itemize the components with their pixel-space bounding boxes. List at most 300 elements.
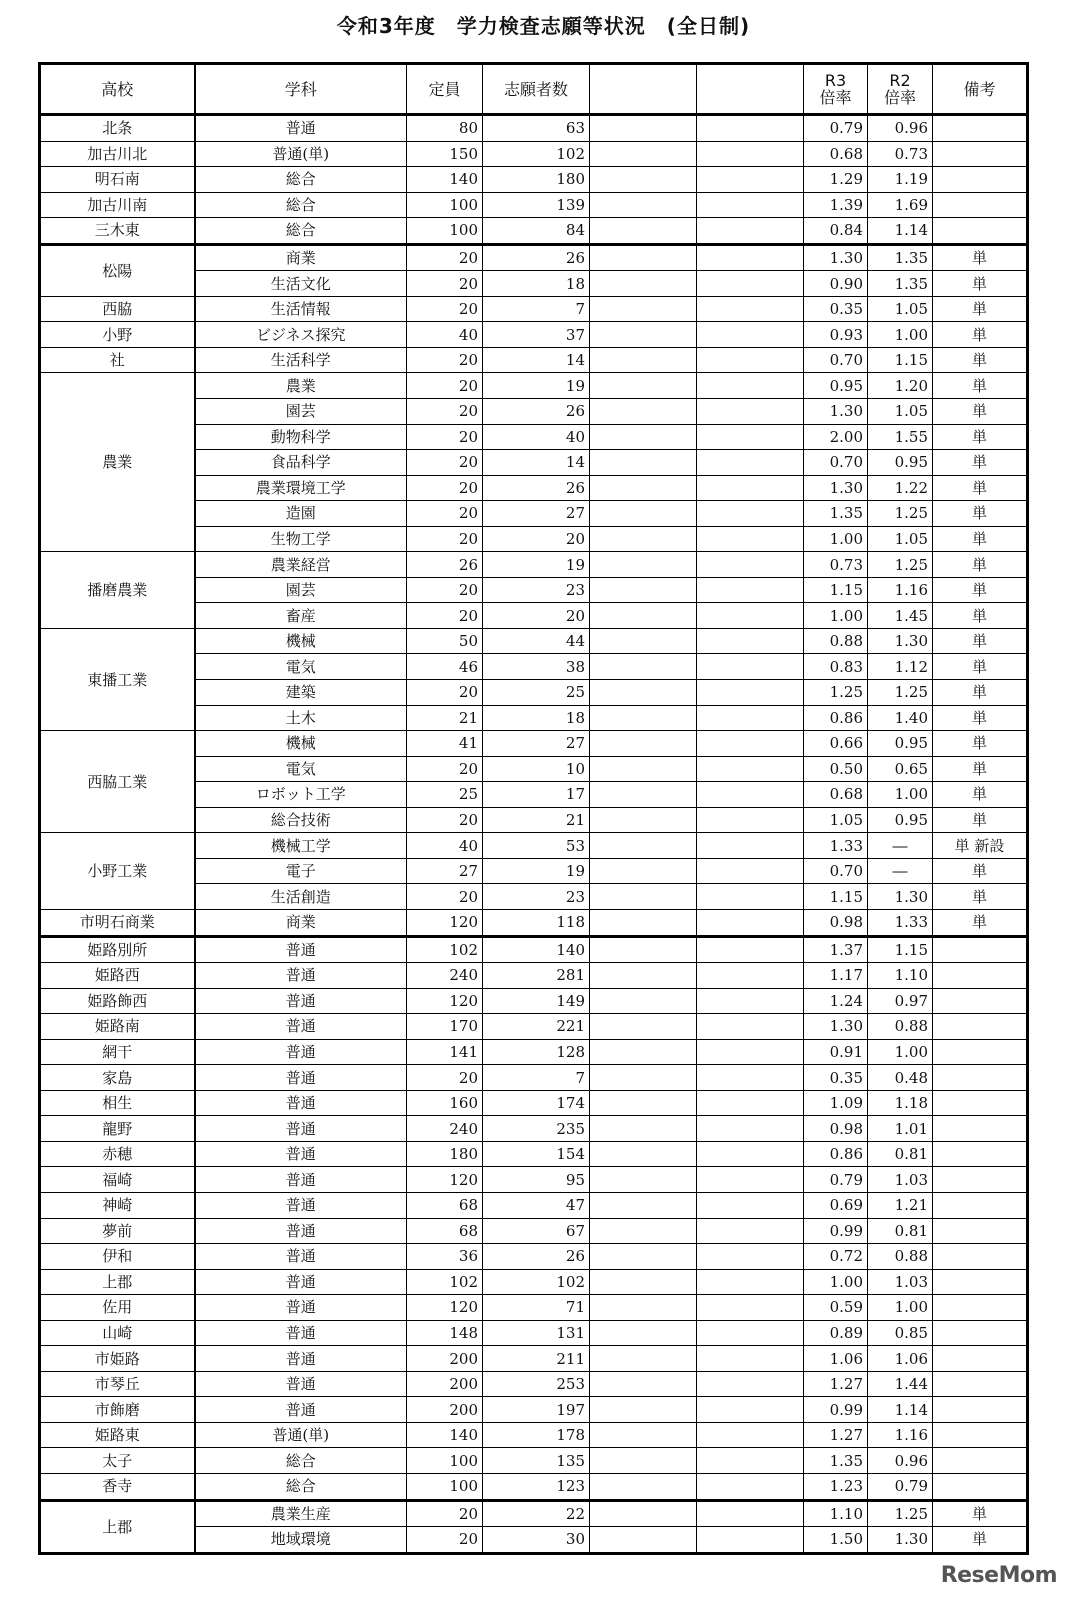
r2-ratio-cell: 0.48	[868, 1065, 933, 1091]
blank-cell	[697, 399, 804, 425]
blank-cell	[590, 192, 697, 218]
school-cell: 家島	[40, 1065, 195, 1091]
table-row	[40, 141, 1028, 167]
note-cell: 単	[933, 501, 1028, 527]
r3-ratio-cell: 1.37	[804, 936, 868, 963]
r2-ratio-cell: 0.81	[868, 1218, 933, 1244]
r2-ratio-cell: 0.97	[868, 988, 933, 1014]
r2-ratio-cell: 1.30	[868, 628, 933, 654]
note-cell	[933, 1448, 1028, 1474]
note-cell	[933, 1244, 1028, 1270]
table-row	[40, 347, 1028, 373]
r2-ratio-cell: 1.35	[868, 244, 933, 271]
r3-ratio-cell: 1.15	[804, 884, 868, 910]
r3-ratio-cell: 1.30	[804, 1014, 868, 1040]
note-cell: 単	[933, 322, 1028, 348]
blank-cell	[697, 167, 804, 193]
blank-cell	[590, 501, 697, 527]
blank-cell	[590, 909, 697, 936]
blank-cell	[697, 1167, 804, 1193]
blank-cell	[590, 1192, 697, 1218]
applicants-cell: 95	[483, 1167, 590, 1193]
table-row	[40, 963, 1028, 989]
r2-ratio-cell: 1.19	[868, 167, 933, 193]
r2-ratio-cell: 0.81	[868, 1141, 933, 1167]
dept-cell: 商業	[195, 909, 407, 936]
table-row	[40, 628, 1028, 654]
blank-cell	[697, 1295, 804, 1321]
r2-ratio-cell: 1.44	[868, 1371, 933, 1397]
capacity-cell: 200	[407, 1371, 483, 1397]
r3-ratio-cell: 0.50	[804, 756, 868, 782]
blank-cell	[697, 552, 804, 578]
blank-cell	[697, 1269, 804, 1295]
r3-ratio-cell: 1.25	[804, 680, 868, 706]
blank-cell	[590, 1473, 697, 1500]
note-cell: 単	[933, 271, 1028, 297]
blank-cell	[697, 1371, 804, 1397]
r2-ratio-cell: 1.05	[868, 399, 933, 425]
blank-cell	[697, 1014, 804, 1040]
blank-cell	[590, 1090, 697, 1116]
applicants-cell: 7	[483, 296, 590, 322]
capacity-cell: 120	[407, 988, 483, 1014]
blank-cell	[590, 807, 697, 833]
dept-cell: 農業	[195, 373, 407, 399]
r3-ratio-cell: 1.00	[804, 603, 868, 629]
school-cell: 姫路西	[40, 963, 195, 989]
table-row	[40, 1422, 1028, 1448]
blank-cell	[697, 1422, 804, 1448]
capacity-cell: 68	[407, 1192, 483, 1218]
applicants-cell: 30	[483, 1527, 590, 1554]
r3-ratio-cell: 0.91	[804, 1039, 868, 1065]
blank-cell	[697, 963, 804, 989]
r2-ratio-cell: 1.25	[868, 680, 933, 706]
r3-ratio-cell: 0.83	[804, 654, 868, 680]
applicants-cell: 84	[483, 218, 590, 245]
blank-cell	[697, 1039, 804, 1065]
r3-ratio-cell: 0.35	[804, 296, 868, 322]
applicants-cell: 140	[483, 936, 590, 963]
r3-ratio-cell: 0.35	[804, 1065, 868, 1091]
r3-ratio-cell: 0.93	[804, 322, 868, 348]
dept-cell: 総合技術	[195, 807, 407, 833]
r3-ratio-cell: 1.24	[804, 988, 868, 1014]
r3-ratio-cell: 1.05	[804, 807, 868, 833]
capacity-cell: 20	[407, 347, 483, 373]
blank-cell	[697, 475, 804, 501]
dept-cell: 普通	[195, 1244, 407, 1270]
dept-cell: 普通	[195, 1295, 407, 1321]
capacity-cell: 150	[407, 141, 483, 167]
r2-ratio-cell: 1.00	[868, 1039, 933, 1065]
blank-cell	[590, 1244, 697, 1270]
resemom-logo: ReseMom	[940, 1563, 1057, 1588]
applicants-cell: 26	[483, 244, 590, 271]
note-cell	[933, 1167, 1028, 1193]
blank-cell	[697, 218, 804, 245]
note-cell	[933, 141, 1028, 167]
r2-ratio-cell: 1.03	[868, 1167, 933, 1193]
school-cell: 西脇工業	[40, 731, 195, 833]
blank-cell	[590, 1346, 697, 1372]
capacity-cell: 20	[407, 807, 483, 833]
table-row	[40, 192, 1028, 218]
dept-cell: 畜産	[195, 603, 407, 629]
blank-cell	[697, 322, 804, 348]
blank-cell	[590, 1014, 697, 1040]
dept-cell: 普通	[195, 1397, 407, 1423]
note-cell: 単	[933, 807, 1028, 833]
r3-ratio-cell: 1.35	[804, 501, 868, 527]
r2-ratio-cell: 1.06	[868, 1346, 933, 1372]
note-cell: 単	[933, 858, 1028, 884]
blank-cell	[697, 141, 804, 167]
dept-cell: 農業環境工学	[195, 475, 407, 501]
dept-cell: 普通	[195, 936, 407, 963]
r2-ratio-cell: 1.05	[868, 296, 933, 322]
capacity-cell: 200	[407, 1346, 483, 1372]
dept-cell: 普通	[195, 115, 407, 142]
dept-cell: 電気	[195, 756, 407, 782]
school-cell: 上郡	[40, 1269, 195, 1295]
applicants-cell: 20	[483, 603, 590, 629]
capacity-cell: 170	[407, 1014, 483, 1040]
school-cell: 小野工業	[40, 833, 195, 910]
note-cell: 単	[933, 731, 1028, 757]
capacity-cell: 102	[407, 936, 483, 963]
blank-cell	[697, 680, 804, 706]
dept-cell: 生物工学	[195, 526, 407, 552]
r2-ratio-cell: 1.00	[868, 1295, 933, 1321]
capacity-cell: 20	[407, 1527, 483, 1554]
r2-ratio-cell: 0.79	[868, 1473, 933, 1500]
blank-cell	[697, 988, 804, 1014]
capacity-cell: 20	[407, 603, 483, 629]
applicants-cell: 27	[483, 501, 590, 527]
r2-ratio-cell: 1.21	[868, 1192, 933, 1218]
blank-cell	[590, 552, 697, 578]
school-cell: 松陽	[40, 244, 195, 296]
school-cell: 市飾磨	[40, 1397, 195, 1423]
r2-ratio-cell: 0.85	[868, 1320, 933, 1346]
dept-cell: 土木	[195, 705, 407, 731]
school-cell: 夢前	[40, 1218, 195, 1244]
applicants-cell: 26	[483, 1244, 590, 1270]
capacity-cell: 20	[407, 373, 483, 399]
dept-cell: 生活創造	[195, 884, 407, 910]
capacity-cell: 20	[407, 1500, 483, 1527]
r3-ratio-cell: 1.29	[804, 167, 868, 193]
dept-cell: 商業	[195, 244, 407, 271]
blank-cell	[697, 1448, 804, 1474]
r3-ratio-cell: 0.59	[804, 1295, 868, 1321]
capacity-cell: 20	[407, 244, 483, 271]
applicants-cell: 23	[483, 884, 590, 910]
r2-ratio-cell: 1.22	[868, 475, 933, 501]
r3-ratio-cell: 0.86	[804, 1141, 868, 1167]
r2-ratio-cell: 1.16	[868, 1422, 933, 1448]
school-cell: 太子	[40, 1448, 195, 1474]
capacity-cell: 50	[407, 628, 483, 654]
capacity-cell: 80	[407, 115, 483, 142]
note-cell	[933, 1346, 1028, 1372]
table-row	[40, 909, 1028, 936]
dept-cell: 総合	[195, 218, 407, 245]
note-cell	[933, 1090, 1028, 1116]
note-cell	[933, 1218, 1028, 1244]
applicants-cell: 128	[483, 1039, 590, 1065]
blank-cell	[590, 424, 697, 450]
applicants-cell: 38	[483, 654, 590, 680]
applicants-cell: 53	[483, 833, 590, 859]
r3-ratio-cell: 1.10	[804, 1500, 868, 1527]
applicants-cell: 67	[483, 1218, 590, 1244]
blank-cell	[590, 1500, 697, 1527]
r3-ratio-cell: 0.98	[804, 1116, 868, 1142]
note-cell	[933, 1422, 1028, 1448]
header-r2-ratio: R2 倍率	[868, 64, 933, 115]
capacity-cell: 41	[407, 731, 483, 757]
r2-ratio-cell: 1.30	[868, 884, 933, 910]
r2-ratio-cell: 1.25	[868, 501, 933, 527]
blank-cell	[590, 322, 697, 348]
blank-cell	[590, 141, 697, 167]
dept-cell: 機械工学	[195, 833, 407, 859]
applicants-cell: 102	[483, 1269, 590, 1295]
blank-cell	[590, 731, 697, 757]
note-cell	[933, 988, 1028, 1014]
applicants-cell: 26	[483, 475, 590, 501]
dept-cell: 普通	[195, 1167, 407, 1193]
blank-cell	[590, 1167, 697, 1193]
blank-cell	[697, 1473, 804, 1500]
note-cell	[933, 1473, 1028, 1500]
note-cell: 単	[933, 705, 1028, 731]
blank-cell	[590, 628, 697, 654]
blank-cell	[590, 705, 697, 731]
r2-ratio-cell: 1.15	[868, 347, 933, 373]
capacity-cell: 25	[407, 782, 483, 808]
blank-cell	[590, 115, 697, 142]
r2-ratio-cell: 0.95	[868, 731, 933, 757]
blank-cell	[590, 603, 697, 629]
applicants-cell: 149	[483, 988, 590, 1014]
capacity-cell: 180	[407, 1141, 483, 1167]
r2-ratio-cell: 1.33	[868, 909, 933, 936]
dept-cell: 電気	[195, 654, 407, 680]
note-cell	[933, 1320, 1028, 1346]
school-cell: 農業	[40, 373, 195, 552]
blank-cell	[697, 1527, 804, 1554]
r2-ratio-cell: 1.69	[868, 192, 933, 218]
table-row	[40, 552, 1028, 578]
applicants-cell: 47	[483, 1192, 590, 1218]
applicants-cell: 14	[483, 450, 590, 476]
table-row	[40, 1192, 1028, 1218]
r3-ratio-cell: 0.70	[804, 347, 868, 373]
r2-ratio-cell: 0.95	[868, 450, 933, 476]
blank-cell	[590, 1422, 697, 1448]
applicants-cell: 19	[483, 858, 590, 884]
table-row	[40, 1244, 1028, 1270]
school-cell: 三木東	[40, 218, 195, 245]
capacity-cell: 20	[407, 884, 483, 910]
capacity-cell: 20	[407, 450, 483, 476]
dept-cell: 普通	[195, 963, 407, 989]
note-cell: 単	[933, 526, 1028, 552]
r2-ratio-cell: 1.01	[868, 1116, 933, 1142]
blank-cell	[590, 1141, 697, 1167]
capacity-cell: 100	[407, 192, 483, 218]
r3-ratio-cell: 0.99	[804, 1218, 868, 1244]
applicants-cell: 26	[483, 399, 590, 425]
note-cell	[933, 1039, 1028, 1065]
dept-cell: 普通	[195, 1218, 407, 1244]
table-row	[40, 322, 1028, 348]
blank-cell	[590, 680, 697, 706]
header-dept: 学科	[195, 64, 407, 115]
blank-cell	[697, 1320, 804, 1346]
r3-ratio-cell: 0.73	[804, 552, 868, 578]
blank-cell	[590, 1448, 697, 1474]
dept-cell: 総合	[195, 192, 407, 218]
dept-cell: ビジネス探究	[195, 322, 407, 348]
blank-cell	[697, 1244, 804, 1270]
r3-ratio-cell: 1.30	[804, 244, 868, 271]
blank-cell	[590, 654, 697, 680]
school-cell: 北条	[40, 115, 195, 142]
dept-cell: 普通	[195, 1065, 407, 1091]
r3-ratio-cell: 1.39	[804, 192, 868, 218]
applicants-cell: 18	[483, 271, 590, 297]
blank-cell	[697, 1141, 804, 1167]
header-blank-1	[590, 64, 697, 115]
r3-ratio-cell: 0.90	[804, 271, 868, 297]
table-row	[40, 1065, 1028, 1091]
r3-ratio-cell: 1.33	[804, 833, 868, 859]
dept-cell: 食品科学	[195, 450, 407, 476]
applicants-cell: 197	[483, 1397, 590, 1423]
applicants-cell: 19	[483, 373, 590, 399]
r2-ratio-cell: 0.96	[868, 115, 933, 142]
blank-cell	[590, 1116, 697, 1142]
blank-cell	[697, 884, 804, 910]
blank-cell	[697, 1116, 804, 1142]
school-cell: 網干	[40, 1039, 195, 1065]
blank-cell	[697, 501, 804, 527]
school-cell: 香寺	[40, 1473, 195, 1500]
blank-cell	[697, 347, 804, 373]
r2-ratio-cell: ―	[868, 833, 933, 859]
r2-ratio-cell: 1.05	[868, 526, 933, 552]
dept-cell: 地域環境	[195, 1527, 407, 1554]
dept-cell: 機械	[195, 731, 407, 757]
applicants-cell: 178	[483, 1422, 590, 1448]
blank-cell	[590, 271, 697, 297]
r3-ratio-cell: 0.70	[804, 450, 868, 476]
r3-ratio-cell: 1.30	[804, 399, 868, 425]
dept-cell: 普通(単)	[195, 1422, 407, 1448]
applicants-cell: 25	[483, 680, 590, 706]
applicants-cell: 235	[483, 1116, 590, 1142]
blank-cell	[590, 1320, 697, 1346]
school-cell: 明石南	[40, 167, 195, 193]
r2-ratio-cell: 1.14	[868, 218, 933, 245]
note-cell: 単	[933, 628, 1028, 654]
applicants-cell: 123	[483, 1473, 590, 1500]
table-row	[40, 936, 1028, 963]
blank-cell	[590, 1269, 697, 1295]
capacity-cell: 26	[407, 552, 483, 578]
blank-cell	[697, 115, 804, 142]
applicants-cell: 10	[483, 756, 590, 782]
applicants-cell: 131	[483, 1320, 590, 1346]
header-row	[40, 64, 1028, 115]
blank-cell	[590, 988, 697, 1014]
blank-cell	[697, 424, 804, 450]
applicants-cell: 221	[483, 1014, 590, 1040]
table-row	[40, 1039, 1028, 1065]
capacity-cell: 20	[407, 501, 483, 527]
blank-cell	[590, 577, 697, 603]
r3-ratio-cell: 1.15	[804, 577, 868, 603]
blank-cell	[697, 192, 804, 218]
note-cell: 単	[933, 654, 1028, 680]
capacity-cell: 46	[407, 654, 483, 680]
capacity-cell: 68	[407, 1218, 483, 1244]
table-body	[40, 115, 1028, 1554]
table-row	[40, 1090, 1028, 1116]
note-cell: 単	[933, 399, 1028, 425]
blank-cell	[697, 1065, 804, 1091]
r2-ratio-cell: 1.40	[868, 705, 933, 731]
school-cell: 社	[40, 347, 195, 373]
r2-ratio-cell: 1.03	[868, 1269, 933, 1295]
dept-cell: 総合	[195, 1448, 407, 1474]
capacity-cell: 20	[407, 526, 483, 552]
table-row	[40, 1397, 1028, 1423]
r2-ratio-cell: 1.18	[868, 1090, 933, 1116]
school-cell: 小野	[40, 322, 195, 348]
blank-cell	[590, 244, 697, 271]
note-cell	[933, 218, 1028, 245]
table-row	[40, 244, 1028, 271]
note-cell: 単	[933, 680, 1028, 706]
blank-cell	[697, 731, 804, 757]
blank-cell	[590, 936, 697, 963]
capacity-cell: 140	[407, 1422, 483, 1448]
table-row	[40, 833, 1028, 859]
applicants-cell: 21	[483, 807, 590, 833]
school-cell: 東播工業	[40, 628, 195, 730]
table-row	[40, 731, 1028, 757]
capacity-cell: 21	[407, 705, 483, 731]
school-cell: 姫路飾西	[40, 988, 195, 1014]
r3-ratio-cell: 0.84	[804, 218, 868, 245]
r3-ratio-cell: 1.17	[804, 963, 868, 989]
note-cell: 単	[933, 1527, 1028, 1554]
capacity-cell: 100	[407, 1448, 483, 1474]
r2-ratio-cell: 0.95	[868, 807, 933, 833]
dept-cell: 普通	[195, 1320, 407, 1346]
application-status-table	[38, 62, 1029, 1555]
applicants-cell: 7	[483, 1065, 590, 1091]
blank-cell	[590, 347, 697, 373]
dept-cell: 普通	[195, 1039, 407, 1065]
table-row	[40, 1473, 1028, 1500]
